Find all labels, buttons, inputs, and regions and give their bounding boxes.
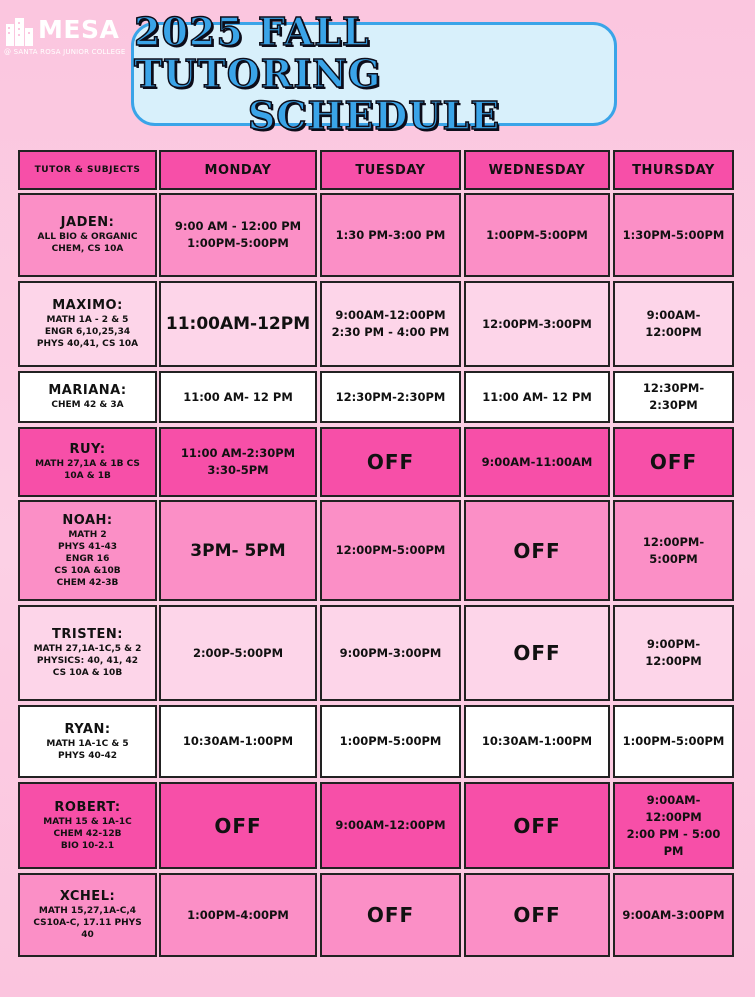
tutor-cell	[18, 782, 157, 869]
time-slot: 1:00PM-4:00PM	[187, 907, 289, 922]
tutor-subject-line: 40	[81, 930, 94, 940]
time-slot: 9:00AM-	[646, 792, 701, 807]
tutor-subject-line: CHEM 42 & 3A	[51, 400, 124, 410]
time-slot: 9:00 AM - 12:00 PM	[174, 219, 302, 233]
header-tuesday: TUESDAY	[320, 150, 461, 190]
title-line-1: 2025 FALL TUTORING	[134, 9, 382, 96]
tutor-subject-line: PHYSICS: 40, 41, 42	[36, 656, 139, 666]
schedule-cell-thursday	[613, 371, 734, 423]
logo-word: MESA	[38, 15, 120, 44]
tutor-subject-line: BIO 10-2.1	[60, 840, 115, 851]
tutor-cell	[18, 281, 157, 367]
tutor-subject-line: MATH 1A - 2 & 5	[46, 315, 129, 325]
schedule-cell-monday	[159, 427, 317, 497]
time-slot: 3:30-5PM	[207, 463, 269, 477]
tutor-subject-line: MATH 27,1A & 1B CS	[35, 459, 140, 469]
tutor-cell	[18, 371, 157, 423]
off-label: OFF	[513, 538, 561, 563]
schedule-cell-wednesday	[464, 605, 610, 701]
schedule-cell-thursday	[613, 281, 734, 367]
schedule-cell-wednesday	[464, 193, 610, 277]
schedule-cell-wednesday	[464, 371, 610, 423]
time-slot: 3PM- 5PM	[190, 540, 286, 561]
tutor-name: ROBERT:	[54, 799, 121, 815]
time-slot: 11:00AM-12PM	[165, 314, 311, 334]
time-slot: 9:00PM-3:00PM	[339, 645, 442, 660]
tutor-cell	[18, 427, 157, 497]
time-slot: 2:00 PM - 5:00	[626, 826, 721, 841]
tutor-subject-line: PHYS 41-43	[57, 541, 118, 552]
tutor-name: XCHEL:	[59, 889, 116, 904]
logo-subtitle: @ SANTA ROSA JUNIOR COLLEGE	[4, 48, 126, 56]
tutor-subject-line: CS 10A &10B	[54, 565, 121, 576]
tutor-subject-line: CS10A-C, 17.11 PHYS	[33, 918, 142, 928]
tutor-name: RUY:	[69, 442, 106, 457]
tutor-subject-line: MATH 15,27,1A-C,4	[38, 906, 137, 916]
time-slot: 9:00PM-	[646, 637, 701, 651]
schedule-cell-wednesday	[464, 500, 610, 601]
off-label: OFF	[513, 641, 561, 665]
schedule-cell-monday	[159, 705, 317, 778]
schedule-cell-monday	[159, 193, 317, 277]
schedule-cell-tuesday	[320, 873, 461, 957]
time-slot: 9:00AM-3:00PM	[622, 907, 725, 922]
time-slot: 2:30PM	[649, 398, 698, 412]
header-thursday: THURSDAY	[613, 150, 734, 190]
schedule-cell-thursday	[613, 193, 734, 277]
schedule-cell-wednesday	[464, 427, 610, 497]
tutor-subject-line: ALL BIO & ORGANIC	[37, 232, 138, 242]
tutor-subject-line: CS 10A & 10B	[52, 668, 123, 678]
tutor-cell	[18, 705, 157, 778]
schedule-cell-tuesday	[320, 705, 461, 778]
schedule-cell-monday	[159, 371, 317, 423]
time-slot: 9:00AM-12:00PM	[335, 818, 446, 832]
schedule-cell-monday	[159, 605, 317, 701]
tutor-name: TRISTEN:	[52, 627, 123, 642]
schedule-cell-wednesday	[464, 782, 610, 869]
off-label: OFF	[366, 903, 415, 927]
time-slot: 12:30PM-	[642, 381, 705, 395]
schedule-cell-tuesday	[320, 193, 461, 277]
tutor-subject-line: 10A & 1B	[64, 471, 111, 481]
schedule-cell-monday	[159, 873, 317, 957]
schedule-cell-thursday	[613, 500, 734, 601]
schedule-cell-tuesday	[320, 427, 461, 497]
tutor-name: MARIANA:	[48, 383, 127, 398]
time-slot: 12:00PM	[645, 654, 702, 668]
tutor-cell	[18, 500, 157, 601]
time-slot: 1:00PM-5:00PM	[339, 734, 442, 748]
time-slot: 9:00AM-11:00AM	[481, 454, 593, 469]
schedule-cell-thursday	[613, 705, 734, 778]
header-monday: MONDAY	[159, 150, 317, 190]
schedule-cell-monday	[159, 500, 317, 601]
schedule-cell-tuesday	[320, 500, 461, 601]
time-slot: 12:00PM-5:00PM	[335, 543, 446, 557]
time-slot: 9:00AM-12:00PM	[335, 308, 446, 322]
time-slot: 9:00AM-	[646, 308, 701, 322]
time-slot: 5:00PM	[649, 551, 698, 566]
schedule-cell-tuesday	[320, 605, 461, 701]
tutor-name: JADEN:	[60, 215, 115, 230]
time-slot: 12:00PM-3:00PM	[482, 316, 592, 331]
off-label: OFF	[649, 450, 698, 474]
schedule-cell-thursday	[613, 782, 734, 869]
time-slot: 2:30 PM - 4:00 PM	[331, 325, 450, 339]
time-slot: 11:00 AM- 12 PM	[183, 389, 293, 404]
schedule-cell-tuesday	[320, 371, 461, 423]
tutor-subject-line: PHYS 40,41, CS 10A	[36, 339, 139, 349]
schedule-cell-thursday	[613, 605, 734, 701]
time-slot: 12:00PM	[645, 809, 702, 824]
time-slot: 10:30AM-1:00PM	[182, 734, 294, 748]
off-label: OFF	[366, 450, 415, 474]
time-slot: 1:30PM-5:00PM	[622, 227, 725, 242]
off-label: OFF	[513, 903, 561, 927]
tutor-subject-line: ENGR 6,10,25,34	[44, 327, 131, 337]
tutor-subject-line: MATH 15 & 1A-1C	[43, 816, 132, 827]
off-label: OFF	[513, 813, 561, 838]
tutor-subject-line: PHYS 40-42	[57, 750, 118, 761]
header-wednesday: WEDNESDAY	[464, 150, 610, 190]
schedule-cell-monday	[159, 782, 317, 869]
title-line-2: SCHEDULE	[247, 93, 501, 138]
time-slot: 1:30 PM-3:00 PM	[335, 227, 446, 242]
header-tutor-subjects: TUTOR & SUBJECTS	[18, 150, 157, 190]
off-label: OFF	[214, 813, 262, 838]
time-slot: 10:30AM-1:00PM	[481, 734, 593, 748]
time-slot: PM	[663, 843, 684, 858]
tutor-subject-line: MATH 27,1A-1C,5 & 2	[33, 644, 142, 654]
tutor-subject-line: CHEM 42-12B	[53, 828, 122, 839]
time-slot: 12:30PM-2:30PM	[335, 389, 446, 404]
schedule-cell-thursday	[613, 873, 734, 957]
tutor-name: MAXIMO:	[52, 298, 123, 313]
tutor-name: NOAH:	[62, 512, 113, 528]
time-slot: 1:00PM-5:00PM	[622, 734, 725, 748]
time-slot: 2:00P-5:00PM	[192, 645, 284, 660]
schedule-cell-thursday	[613, 427, 734, 497]
tutor-subject-line: MATH 2	[68, 529, 107, 540]
tutor-subject-line: MATH 1A-1C & 5	[46, 738, 129, 749]
time-slot: 12:00PM-	[642, 534, 705, 549]
tutor-subject-line: ENGR 16	[65, 553, 110, 564]
schedule-cell-monday	[159, 281, 317, 367]
time-slot: 11:00 AM- 12 PM	[482, 389, 592, 404]
tutor-cell	[18, 193, 157, 277]
tutor-cell	[18, 605, 157, 701]
time-slot: 12:00PM	[645, 325, 702, 339]
schedule-cell-wednesday	[464, 873, 610, 957]
schedule-cell-wednesday	[464, 705, 610, 778]
tutor-subject-line: CHEM, CS 10A	[51, 244, 124, 254]
time-slot: 1:00PM-5:00PM	[486, 227, 588, 242]
tutor-name: RYAN:	[64, 721, 111, 737]
schedule-cell-tuesday	[320, 281, 461, 367]
schedule-cell-tuesday	[320, 782, 461, 869]
time-slot: 1:00PM-5:00PM	[187, 236, 289, 250]
tutor-subject-line: CHEM 42-3B	[56, 577, 119, 588]
tutor-cell	[18, 873, 157, 957]
time-slot: 11:00 AM-2:30PM	[180, 446, 296, 460]
schedule-cell-wednesday	[464, 281, 610, 367]
